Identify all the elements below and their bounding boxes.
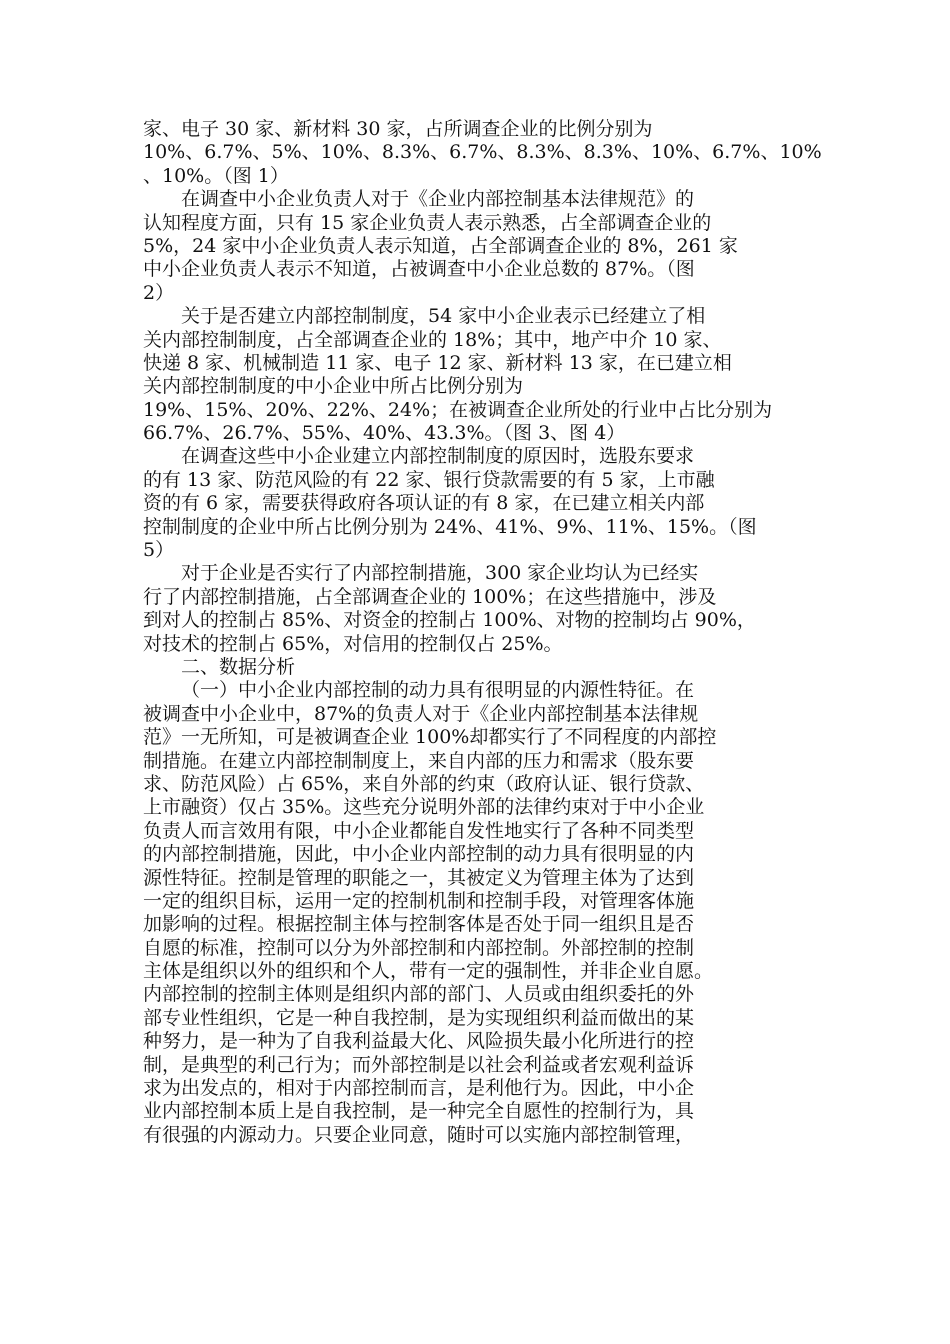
text-line: 关内部控制制度的中小企业中所占比例分别为 — [143, 375, 524, 398]
text-line: 快递 8 家、机械制造 11 家、电子 12 家、新材料 13 家，在已建立相 — [143, 351, 732, 374]
text-line: 资的有 6 家，需要获得政府各项认证的有 8 家，在已建立相关内部 — [143, 492, 705, 515]
text-line: 业内部控制本质上是自我控制，是一种完全自愿性的控制行为，具 — [143, 1100, 695, 1123]
text-line: 关于是否建立内部控制制度，54 家中小企业表示已经建立了相 — [181, 305, 706, 328]
text-line: 有很强的内源动力。只要企业同意，随时可以实施内部控制管理， — [143, 1123, 695, 1146]
text-line: 上市融资）仅占 35%。这些充分说明外部的法律约束对于中小企业 — [143, 796, 705, 819]
text-line: 对技术的控制占 65%，对信用的控制仅占 25%。 — [143, 632, 563, 655]
text-line: 对于企业是否实行了内部控制措施，300 家企业均认为已经实 — [181, 562, 699, 585]
text-line: 控制制度的企业中所占比例分别为 24%、41%、9%、11%、15%。（图 — [143, 515, 757, 538]
text-line: 负责人而言效用有限，中小企业都能自发性地实行了各种不同类型 — [143, 819, 695, 842]
document-body — [143, 118, 822, 1147]
text-line: 5%，24 家中小企业负责人表示知道，占全部调查企业的 8%，261 家 — [143, 234, 738, 257]
text-line: 10%、6.7%、5%、10%、8.3%、6.7%、8.3%、8.3%、10%、6.7%、10% — [143, 141, 822, 164]
text-line: 求为出发点的，相对于内部控制而言，是利他行为。因此，中小企 — [143, 1077, 695, 1100]
text-line: 加影响的过程。根据控制主体与控制客体是否处于同一组织且是否 — [143, 913, 695, 936]
text-line: 认知程度方面，只有 15 家企业负责人表示熟悉，占全部调查企业的 — [143, 211, 712, 234]
text-line: 关内部控制制度，占全部调查企业的 18%；其中，地产中介 10 家、 — [143, 328, 722, 351]
text-line: 被调查中小企业中，87%的负责人对于《企业内部控制基本法律规 — [143, 702, 699, 725]
text-line: 内部控制的控制主体则是组织内部的部门、人员或由组织委托的外 — [143, 983, 695, 1006]
text-line: 2） — [143, 281, 175, 304]
text-line: 种努力，是一种为了自我利益最大化、风险损失最小化所进行的控 — [143, 1030, 695, 1053]
text-line: 在调查这些中小企业建立内部控制制度的原因时，选股东要求 — [181, 445, 695, 468]
text-line: 5） — [143, 539, 175, 562]
text-line: 的内部控制措施，因此，中小企业内部控制的动力具有很明显的内 — [143, 843, 695, 866]
text-line: 到对人的控制占 85%、对资金的控制占 100%、对物的控制均占 90%， — [143, 609, 756, 632]
text-line: 一定的组织目标，运用一定的控制机制和控制手段，对管理客体施 — [143, 889, 695, 912]
text-line: 主体是组织以外的组织和个人，带有一定的强制性，并非企业自愿。 — [143, 960, 714, 983]
text-line: 行了内部控制措施，占全部调查企业的 100%；在这些措施中，涉及 — [143, 585, 717, 608]
text-line: 制，是典型的利己行为；而外部控制是以社会利益或者宏观利益诉 — [143, 1053, 695, 1076]
text-line: 制措施。在建立内部控制制度上，来自内部的压力和需求（股东要 — [143, 749, 695, 772]
text-line: 家、电子 30 家、新材料 30 家，占所调查企业的比例分别为 — [143, 118, 653, 140]
text-line: 的有 13 家、防范风险的有 22 家、银行贷款需要的有 5 家，上市融 — [143, 468, 715, 491]
text-line: 源性特征。控制是管理的职能之一，其被定义为管理主体为了达到 — [143, 866, 695, 889]
text-line: 、10%。（图 1） — [143, 164, 289, 187]
text-line: 自愿的标准，控制可以分为外部控制和内部控制。外部控制的控制 — [143, 936, 695, 959]
text-line: 66.7%、26.7%、55%、40%、43.3%。（图 3、图 4） — [143, 422, 626, 445]
text-line: 19%、15%、20%、22%、24%；在被调查企业所处的行业中占比分别为 — [143, 398, 773, 421]
text-line: 部专业性组织，它是一种自我控制，是为实现组织利益而做出的某 — [143, 1006, 695, 1029]
text-line: 二、数据分析 — [181, 655, 296, 678]
text-line: 求、防范风险）占 65%，来自外部的约束（政府认证、银行贷款、 — [143, 772, 705, 795]
text-line: 范》一无所知，可是被调查企业 100%却都实行了不同程度的内部控 — [143, 726, 717, 749]
text-line: 中小企业负责人表示不知道，占被调查中小企业总数的 87%。（图 — [143, 258, 695, 281]
text-line: 在调查中小企业负责人对于《企业内部控制基本法律规范》的 — [181, 188, 695, 211]
text-line: （一）中小企业内部控制的动力具有很明显的内源性特征。在 — [181, 679, 695, 702]
